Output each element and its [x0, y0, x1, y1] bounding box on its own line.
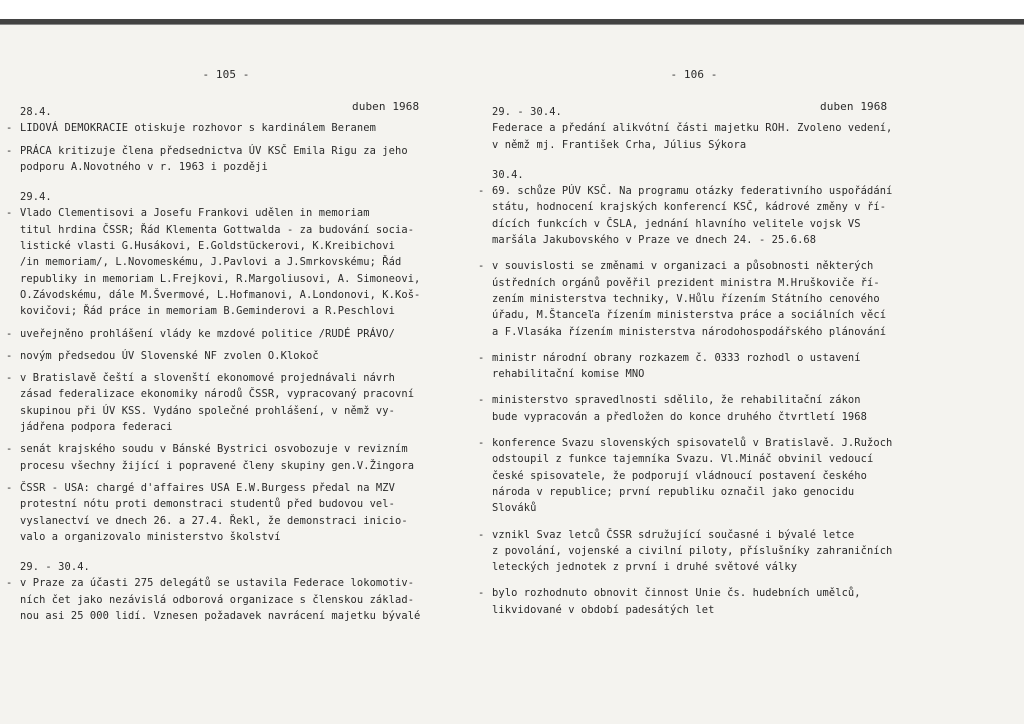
bullet-dash: - [478, 260, 485, 273]
item-text: ministerstvo spravedlnosti sdělilo, že rehabilitační zákon bude vypracován a předložen do konce druhého čtvrtletí 1968 [492, 394, 867, 423]
chronology-item [6, 441, 434, 474]
bullet-dash: - [478, 351, 485, 364]
item-text: vznikl Svaz letců ČSSR sdružující současné i bývalé letce z povolání, vojenské a civilní piloty, příslušníky zahraničních leteckých jednotek z první i druhé světové války [492, 528, 893, 574]
page-number: - 106 - [670, 68, 718, 81]
day-label: 30.4. [492, 168, 524, 181]
chronology-item [478, 585, 910, 618]
chronology-item [6, 205, 434, 319]
page-number: - 105 - [202, 68, 250, 81]
chronology-item [478, 527, 910, 576]
chronology-item [6, 370, 434, 435]
page-date-header: duben 1968 [352, 100, 420, 113]
chronology-item [6, 575, 434, 624]
item-text: novým předsedou ÚV Slovenské NF zvolen O.Klokoč [20, 349, 319, 362]
bullet-dash: - [478, 394, 485, 407]
bullet-dash: - [478, 437, 485, 450]
bullet-dash: - [6, 327, 13, 340]
bullet-dash: - [6, 207, 13, 220]
item-text: LIDOVÁ DEMOKRACIE otiskuje rozhovor s kardinálem Beranem [20, 122, 376, 135]
bullet-dash: - [478, 185, 485, 198]
day-label: 29.4. [20, 191, 52, 204]
chronology-item [478, 392, 910, 425]
item-text: v Praze za účasti 275 delegátů se ustavila Federace lokomotiv- ních čet jako nezávislá odborová organizace s členskou základ- nou asi 25 000 lidí. Vznesen požadavek navrácení majetku bývalé [20, 577, 421, 623]
item-text: Vlado Clementisovi a Josefu Frankovi udělen in memoriam titul hrdina ČSSR; Řád Klementa Gottwalda - za budování socia- listické vlasti G.Husákovi, E.Goldstückerovi, K.Kreibichovi /in memoriam/, L.Novomeskému, J.Pavlovi a J.Smrkovskému; Řád republiky in memoriam L.Frejkovi, R.Margoliusovi, A. Simoneovi, O.Závodskému, dále M.Švermové, L.Hofmanovi, A.Londonovi, K.Koš- kovičovi; Řád práce in memoriam B.Geminderovi a R.Peschlovi [20, 207, 421, 318]
bullet-dash: - [6, 443, 13, 456]
item-text: bylo rozhodnuto obnovit činnost Unie čs. hudebních umělců, likvidované v období padesátých let [492, 587, 861, 616]
bullet-dash: - [6, 349, 13, 362]
item-text: v souvislosti se změnami v organizaci a působnosti některých ústředních orgánů pověřil prezident ministra M.Hruškoviče ří- zením ministerstva techniky, V.Hůlu řízením Státního cenového úřadu, M.Štanceľa řízením ministerstva práce a sociálních věcí a F.Vlasáka řízením ministerstva národohospodářského plánování [492, 260, 887, 338]
day-label: 29. - 30.4. [492, 106, 562, 118]
chronology-item [6, 326, 434, 342]
day-label: 29. - 30.4. [20, 561, 90, 574]
chronology-item [478, 183, 910, 248]
chronology-entries [6, 104, 434, 624]
bullet-dash: - [478, 528, 485, 541]
bullet-dash: - [6, 122, 13, 135]
bullet-dash: - [6, 577, 13, 590]
day-label: 28.4. [20, 106, 52, 118]
chronology-item [6, 143, 434, 176]
bullet-dash: - [6, 144, 13, 157]
page-date-header: duben 1968 [820, 100, 888, 113]
chronology-entries [478, 104, 910, 618]
item-text: ČSSR - USA: chargé d'affaires USA E.W.Burgess předal na MZV protestní nótu proti demonstraci studentů před budovou vel- vyslanectví ve dnech 26. a 27.4. Řekl, že demonstraci inicio- valo a organizovalo ministerstvo školství [20, 481, 408, 543]
chronology-item [478, 350, 910, 383]
continued-item-text: Federace a předání alikvótní části majetku ROH. Zvoleno vedení, v němž mj. František Crha, Július Sýkora [492, 122, 893, 151]
item-text: ministr národní obrany rozkazem č. 0333 rozhodl o ustavení rehabilitační komise MNO [492, 351, 861, 381]
item-text: v Bratislavě čeští a slovenští ekonomové projednávali návrh zásad federalizace ekonomiky národů ČSSR, vypracovaný pracovní skupinou při ÚV KSS. Vydáno společné prohlášení, v němž vy- jádřena podpora federaci [20, 372, 415, 434]
bullet-dash: - [478, 587, 485, 600]
bullet-dash: - [6, 481, 13, 494]
chronology-item [6, 120, 434, 136]
item-text: 69. schůze PÚV KSČ. Na programu otázky federativního uspořádání státu, hodnocení krajských konferencí KSČ, kádrové změny v ří- dících funkcích v ČSLA, jednání hlavního velitele vojsk VS maršála Jakubovského v Praze ve dnech 24. - 25.6.68 [492, 185, 893, 247]
chronology-item [6, 348, 434, 364]
scan-border-shadow [0, 24, 1024, 25]
chronology-item [6, 480, 434, 545]
chronology-item [478, 258, 910, 339]
chronology-item [478, 435, 910, 516]
item-text: senát krajského soudu v Bánské Bystrici osvobozuje v revizním procesu všechny žijící i popravené členy skupiny gen.V.Žingora [20, 443, 415, 472]
bullet-dash: - [6, 372, 13, 385]
item-text: PRÁCA kritizuje člena předsednictva ÚV KSČ Emila Rigu za jeho podporu A.Novotného v r. 1963 i později [20, 144, 408, 173]
item-text: uveřejněno prohlášení vlády ke mzdové politice /RUDÉ PRÁVO/ [20, 327, 395, 340]
item-text: konference Svazu slovenských spisovatelů v Bratislavě. J.Ružoch odstoupil z funkce tajemníka Svazu. Vl.Mináč obvinil vedoucí české spisovatele, že podporují vládnoucí postavení českého národa v republice; první republiku označil jako genocidu Slováků [492, 437, 893, 515]
